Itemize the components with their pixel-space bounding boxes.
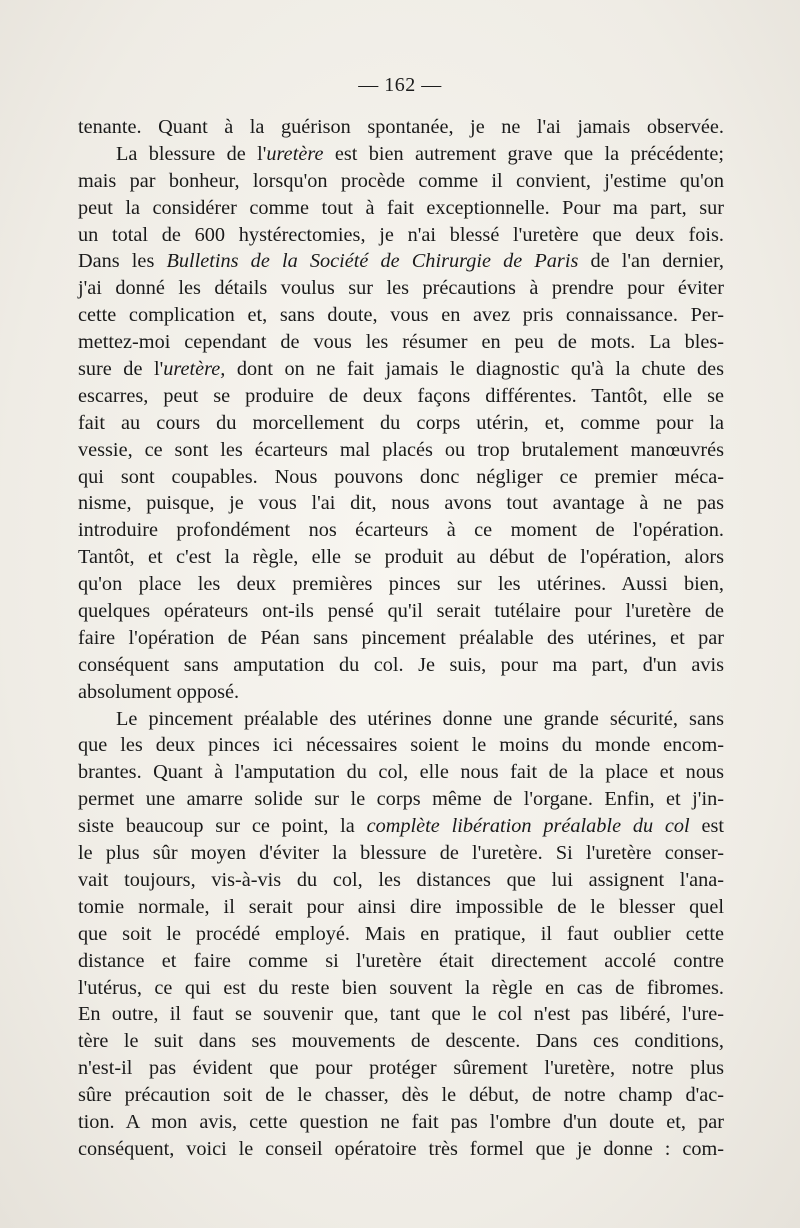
text-segment: vessie, ce sont les écarteurs mal placés ou trop brutalement manœuvrés	[78, 438, 724, 461]
text-segment: sûre précaution soit de le chasser, dès le début, de notre champ d'ac-	[78, 1084, 724, 1107]
text-segment: cette complication et, sans doute, vous en avez pris connaissance. Per-	[78, 304, 724, 327]
text-segment: En outre, il faut se souvenir que, tant que le col n'est pas libéré, l'ure-	[78, 1003, 724, 1026]
text-line	[78, 975, 724, 1002]
text-line	[78, 813, 724, 840]
text-line	[78, 248, 724, 275]
text-segment: tion. A mon avis, cette question ne fait pas l'ombre d'un doute et, par	[78, 1110, 724, 1133]
text-segment: est	[689, 815, 724, 838]
text-segment: le plus sûr moyen d'éviter la blessure de l'uretère. Si l'uretère conser-	[78, 842, 724, 865]
text-line	[78, 275, 724, 302]
text-line	[78, 168, 724, 195]
text-segment: qu'on place les deux premières pinces sur les utérines. Aussi bien,	[78, 573, 724, 596]
text-segment: distance et faire comme si l'uretère était directement accolé contre	[78, 949, 724, 972]
text-segment: dont on ne fait jamais le diagnostic qu'à la chute des	[225, 358, 724, 381]
text-line	[78, 598, 724, 625]
body-text	[78, 114, 724, 1163]
text-line	[78, 195, 724, 222]
text-segment: tomie normale, il serait pour ainsi dire impossible de le blesser quel	[78, 895, 724, 918]
text-segment: Tantôt, et c'est la règle, elle se produit au début de l'opération, alors	[78, 546, 724, 569]
text-segment: l'utérus, ce qui est du reste bien souvent la règle en cas de fibromes.	[78, 976, 724, 999]
text-line	[78, 464, 724, 491]
text-line	[78, 786, 724, 813]
text-line	[78, 1136, 724, 1163]
text-line	[78, 141, 724, 168]
italic-text-segment: uretère,	[163, 358, 226, 381]
text-segment: faire l'opération de Péan sans pincement préalable des utérines, et par	[78, 626, 724, 649]
text-line	[78, 1109, 724, 1136]
text-segment: fait au cours du morcellement du corps utérin, et, comme pour la	[78, 411, 724, 434]
italic-text-segment: Bulletins de la Société de Chirurgie de Paris	[166, 250, 579, 273]
text-line	[78, 1082, 724, 1109]
text-segment: qui sont coupables. Nous pouvons donc négliger ce premier méca-	[78, 465, 724, 488]
text-line	[78, 921, 724, 948]
text-segment: introduire profondément nos écarteurs à ce moment de l'opération.	[78, 519, 724, 542]
text-segment: mais par bonheur, lorsqu'on procède comme il convient, j'estime qu'on	[78, 169, 724, 192]
text-segment: j'ai donné les détails voulus sur les précautions à prendre pour éviter	[78, 277, 724, 300]
text-line	[78, 114, 724, 141]
text-segment: conséquent, voici le conseil opératoire très formel que je donne : com-	[78, 1137, 724, 1160]
text-segment: sure de l'	[78, 358, 164, 381]
text-segment: conséquent sans amputation du col. Je suis, pour ma part, d'un avis	[78, 653, 724, 676]
text-line	[78, 1001, 724, 1028]
text-segment: que les deux pinces ici nécessaires soient le moins du monde encom-	[78, 734, 724, 757]
text-line	[78, 706, 724, 733]
text-segment: Le pincement préalable des utérines donne une grande sécurité, sans	[116, 707, 724, 730]
text-line	[78, 867, 724, 894]
page-number: — 162 —	[358, 74, 442, 96]
text-segment: tère le suit dans ses mouvements de descente. Dans ces conditions,	[78, 1030, 724, 1053]
text-line	[78, 410, 724, 437]
text-line	[78, 544, 724, 571]
text-segment: quelques opérateurs ont-ils pensé qu'il serait tutélaire pour l'uretère de	[78, 600, 724, 623]
text-line	[78, 329, 724, 356]
text-segment: Dans les	[78, 250, 167, 273]
text-segment: que soit le procédé employé. Mais en pratique, il faut oublier cette	[78, 922, 724, 945]
text-line	[78, 222, 724, 249]
text-line	[78, 679, 724, 706]
text-segment: de l'an dernier,	[578, 250, 724, 273]
text-line	[78, 840, 724, 867]
text-segment: escarres, peut se produire de deux façons différentes. Tantôt, elle se	[78, 384, 724, 407]
text-line	[78, 490, 724, 517]
text-segment: siste beaucoup sur ce point, la	[78, 815, 367, 838]
text-line	[78, 894, 724, 921]
text-line	[78, 383, 724, 410]
text-line	[78, 732, 724, 759]
text-segment: un total de 600 hystérectomies, je n'ai blessé l'uretère que deux fois.	[78, 223, 724, 246]
text-segment: brantes. Quant à l'amputation du col, elle nous fait de la place et nous	[78, 761, 724, 784]
text-line	[78, 948, 724, 975]
text-segment: absolument opposé.	[78, 680, 240, 703]
text-line	[78, 1055, 724, 1082]
text-line	[78, 302, 724, 329]
text-line	[78, 356, 724, 383]
text-segment: est bien autrement grave que la précédente;	[323, 142, 725, 165]
text-segment: peut la considérer comme tout à fait exceptionnelle. Pour ma part, sur	[78, 196, 724, 219]
italic-text-segment: uretère	[266, 142, 324, 165]
text-segment: La blessure de l'	[116, 142, 267, 165]
text-segment: mettez-moi cependant de vous les résumer en peu de mots. La bles-	[78, 331, 724, 354]
italic-text-segment: complète libération préalable du col	[366, 815, 690, 838]
text-line	[78, 759, 724, 786]
text-line	[78, 652, 724, 679]
text-segment: nisme, puisque, je vous l'ai dit, nous avons tout avantage à ne pas	[78, 492, 724, 515]
text-segment: n'est-il pas évident que pour protéger sûrement l'uretère, notre plus	[78, 1057, 724, 1080]
text-segment: vait toujours, vis-à-vis du col, les distances que lui assignent l'ana-	[78, 868, 724, 891]
text-line	[78, 1028, 724, 1055]
text-segment: permet une amarre solide sur le corps même de l'organe. Enfin, et j'in-	[78, 788, 724, 811]
text-segment: tenante. Quant à la guérison spontanée, je ne l'ai jamais observée.	[78, 116, 724, 138]
text-line	[78, 571, 724, 598]
text-line	[78, 517, 724, 544]
text-line	[78, 625, 724, 652]
text-line	[78, 437, 724, 464]
